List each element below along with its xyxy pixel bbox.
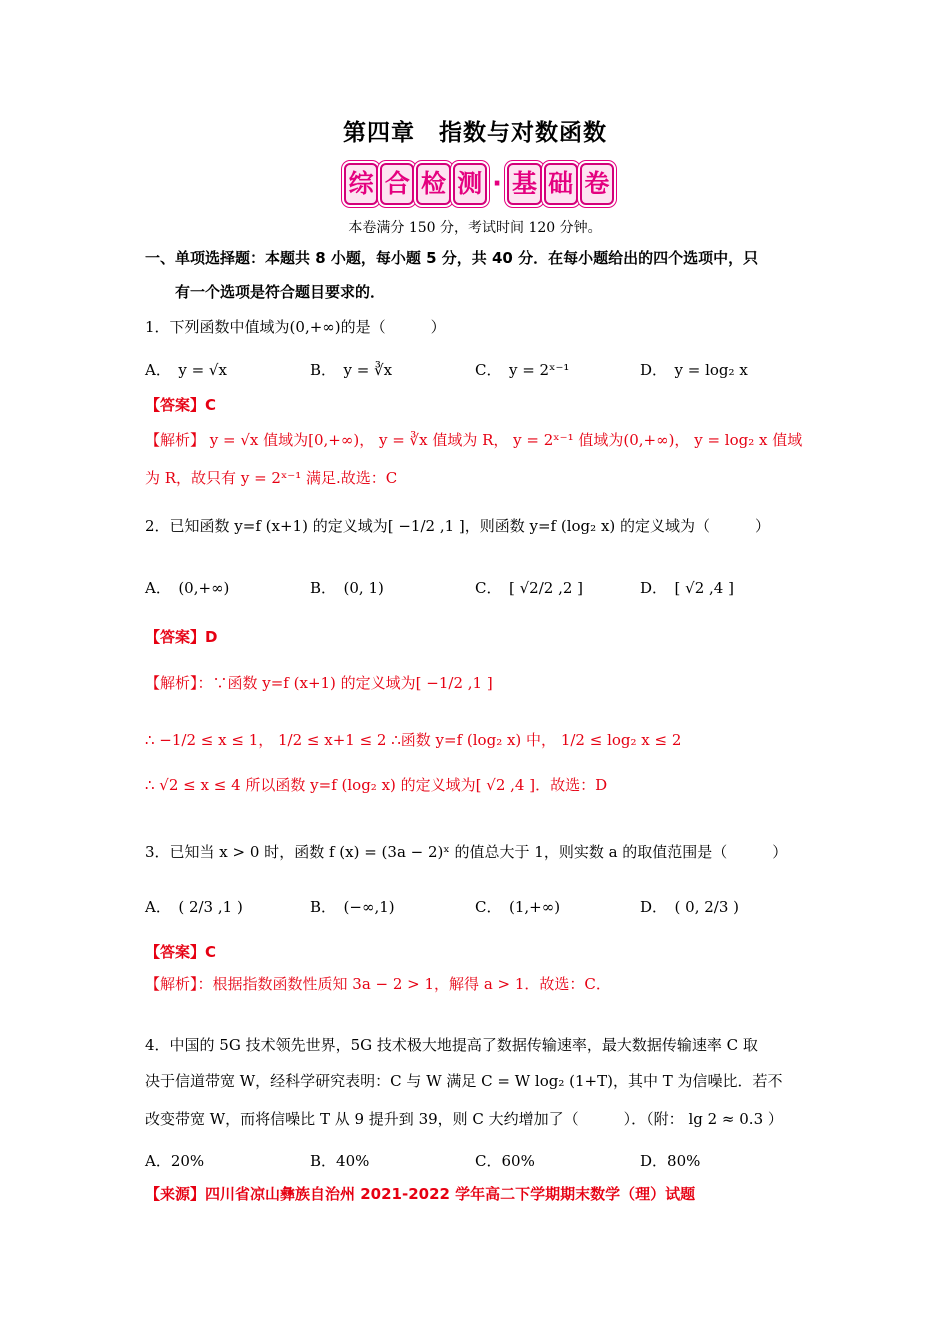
q4-stem-line1: 4．中国的 5G 技术领先世界，5G 技术极大地提高了数据传输速率，最大数据传输速率 C 取 [145, 1036, 758, 1054]
q3-option-b: B． (−∞,1) [310, 898, 395, 916]
banner-char: 基 [507, 163, 541, 205]
q1-explanation-line2: 为 R，故只有 y = 2ˣ⁻¹ 满足.故选：C [145, 469, 398, 487]
section-heading-line2: 有一个选项是符合题目要求的． [175, 283, 386, 301]
q2-option-a: A． (0,+∞) [145, 579, 230, 597]
q1-option-a: A． y = √x [145, 361, 227, 379]
q1-option-d: D． y = log₂ x [640, 361, 748, 379]
banner-char: 测 [453, 163, 487, 205]
q2-option-d: D． [ √2 ,4 ] [640, 579, 734, 597]
q2-stem: 2．已知函数 y=f (x+1) 的定义域为[ −1/2 ,1 ]，则函数 y=f (log₂ x) 的定义域为（ ） [145, 517, 771, 535]
banner-dot: · [492, 169, 503, 199]
q1-explanation-line1: 【解析】 y = √x 值域为[0,+∞)， y = ∛x 值域为 R， y = 2ˣ⁻¹ 值域为(0,+∞)， y = log₂ x 值域 [145, 431, 803, 449]
q3-option-a: A． ( 2/3 ,1 ) [145, 898, 243, 916]
q4-option-d: D．80% [640, 1152, 701, 1170]
q1-option-c: C． y = 2ˣ⁻¹ [475, 361, 570, 379]
q2-option-c: C． [ √2/2 ,2 ] [475, 579, 583, 597]
exam-type-banner [343, 162, 615, 206]
q2-explanation-line3: ∴ √2 ≤ x ≤ 4 所以函数 y=f (log₂ x) 的定义域为[ √2 ,4 ]．故选：D [145, 776, 608, 794]
q2-answer: 【答案】D [145, 628, 218, 646]
q4-option-c: C．60% [475, 1152, 535, 1170]
q4-stem-line2: 决于信道带宽 W，经科学研究表明：C 与 W 满足 C = W log₂ (1+T)，其中 T 为信噪比．若不 [145, 1072, 783, 1090]
banner-char: 础 [544, 163, 578, 205]
q3-stem: 3．已知当 x > 0 时，函数 f (x) = (3a − 2)ˣ 的值总大于 1，则实数 a 的取值范围是（ ） [145, 843, 788, 861]
banner-char: 检 [416, 163, 450, 205]
banner-char: 合 [380, 163, 414, 205]
q1-option-b: B． y = ∛x [310, 361, 393, 379]
exam-subtitle: 本卷满分 150 分，考试时间 120 分钟。 [348, 220, 602, 236]
q2-explanation-line1: 【解析】：∵函数 y=f (x+1) 的定义域为[ −1/2 ,1 ] [145, 674, 493, 692]
q4-option-a: A．20% [145, 1152, 205, 1170]
q3-option-c: C． (1,+∞) [475, 898, 561, 916]
q4-option-b: B．40% [310, 1152, 370, 1170]
q1-stem: 1．下列函数中值域为(0,+∞)的是（ ） [145, 318, 446, 336]
q4-stem-line3: 改变带宽 W，而将信噪比 T 从 9 提升到 39，则 C 大约增加了（ ）．（附： lg 2 ≈ 0.3 ） [145, 1110, 783, 1128]
chapter-title: 第四章 指数与对数函数 [343, 120, 607, 146]
q3-answer: 【答案】C [145, 943, 217, 961]
q3-option-d: D． ( 0, 2/3 ) [640, 898, 739, 916]
q1-answer: 【答案】C [145, 396, 217, 414]
banner-char: 综 [344, 163, 378, 205]
q3-explanation-line1: 【解析】：根据指数函数性质知 3a − 2 > 1，解得 a > 1．故选：C． [145, 975, 611, 993]
q2-explanation-line2: ∴ −1/2 ≤ x ≤ 1， 1/2 ≤ x+1 ≤ 2 ∴函数 y=f (log₂ x) 中， 1/2 ≤ log₂ x ≤ 2 [145, 731, 682, 749]
section-heading-line1: 一、单项选择题：本题共 8 小题，每小题 5 分，共 40 分．在每小题给出的四个选项中，只 [145, 249, 759, 267]
q4-source: 【来源】四川省凉山彝族自治州 2021-2022 学年高二下学期期末数学（理）试题 [145, 1185, 696, 1203]
banner-char: 卷 [580, 163, 614, 205]
q2-option-b: B． (0, 1) [310, 579, 384, 597]
